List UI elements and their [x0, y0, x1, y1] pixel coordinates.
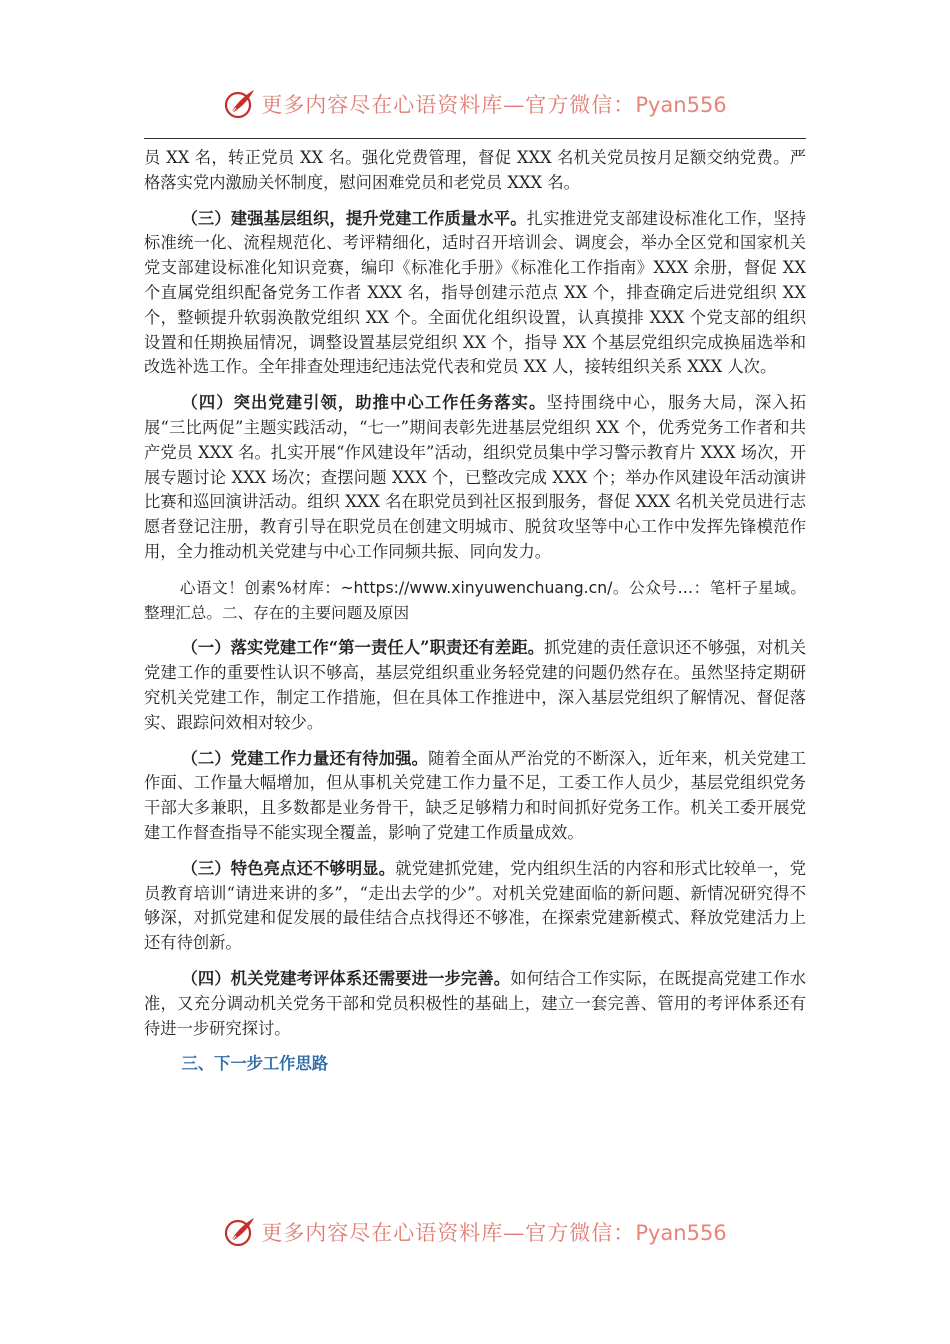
paragraph: （三）建强基层组织，提升党建工作质量水平。扎实推进党支部建设标准化工作，坚持标准统一化、流程规范化、考评精细化，适时召开培训会、调度会，举办全区党和国家机关党支部建设标准化知识竞赛，编印《标准化手册》《标准化工作指南》XXX 余册，督促 XX 个直属党组织配备党务工作者 XXX 名，指导创建示范点 XX 个，排查确定后进党组织 XX 个，整顿提升软弱涣散党组织 XX 个。全面优化组织设置，认真摸排 XXX 个党支部的组织设置和任期换届情况，调整设置基层党组织 XX 个，指导 XX 个基层党组织完成换届选举和改选补选工作。全年排查处理违纪违法党代表和党员 XX 人，接转组织关系 XXX 人次。 [144, 208, 806, 377]
paragraph-heading: （一）落实党建工作“第一责任人”职责还有差距。 [181, 638, 545, 658]
banner-text: 更多内容尽在心语资料库—官方微信：Pyan556 [261, 1221, 727, 1245]
paragraph: （二）党建工作力量还有待加强。随着全面从严治党的不断深入，近年来，机关党建工作面、工作量大幅增加，但从事机关党建工作力量不足，工委工作人员少，基层党组织党务干部大多兼职，且多数都是业务骨干，缺乏足够精力和时间抓好党务工作。机关工委开展党建工作督查指导不能实现全覆盖，影响了党建工作质量成效。 [144, 748, 806, 842]
paragraph: （四）突出党建引领，助推中心工作任务落实。坚持围绕中心，服务大局，深入拓展“三比两促”主题实践活动，“七一”期间表彰先进基层党组织 XX 个，优秀党务工作者和共产党员 XXX 名。扎实开展“作风建设年”活动，组织党员集中学习警示教育片 XXX 场次，开展专题讨论 XXX 场次；查摆问题 XXX 个，已整改完成 XXX 个；举办作风建设年活动演讲比赛和巡回演讲活动。组织 XXX 名在职党员到社区报到服务，督促 XXX 名机关党员进行志愿者登记注册，教育引导在职党员在创建文明城市、脱贫攻坚等中心工作中发挥先锋模范作用，全力推动机关党建与中心工作同频共振、同向发力。 [144, 393, 806, 561]
paragraph-heading: （三）建强基层组织，提升党建工作质量水平。 [181, 208, 527, 228]
header-divider [144, 138, 806, 139]
paragraph: （四）机关党建考评体系还需要进一步完善。如何结合工作实际，在既提高党建工作水准，又充分调动机关党务干部和党员积极性的基础上，建立一套完善、管用的考评体系还有待进一步研究探讨。 [144, 968, 806, 1038]
paragraph-heading: （三）特色亮点还不够明显。 [181, 858, 396, 878]
banner-brand: Pyan556 [635, 1221, 727, 1245]
bottom-watermark-banner [0, 1212, 950, 1252]
banner-brand: Pyan556 [635, 93, 727, 117]
paragraph: （三）特色亮点还不够明显。就党建抓党建，党内组织生活的内容和形式比较单一，党员教育培训“请进来讲的多”，“走出去学的少”。对机关党建面临的新问题、新情况研究得不够深，对抓党建和促发展的最佳结合点找得还不够准，在探索党建新模式、释放党建活力上还有待创新。 [144, 858, 806, 953]
quill-pen-logo-icon [223, 87, 257, 121]
paragraph: （一）落实党建工作“第一责任人”职责还有差距。抓党建的责任意识还不够强，对机关党建工作的重要性认识不够高，基层党组织重业务轻党建的问题仍然存在。虽然坚持定期研究机关党建工作，制定工作措施，但在具体工作推进中，深入基层党组织了解情况、督促落实、跟踪问效相对较少。 [144, 638, 806, 732]
top-watermark-banner [0, 84, 950, 124]
document-body [144, 146, 806, 1088]
banner-text: 更多内容尽在心语资料库—官方微信：Pyan556 [261, 93, 727, 117]
paragraph: 员 XX 名，转正党员 XX 名。强化党费管理，督促 XXX 名机关党员按月足额交纳党费。严格落实党内激励关怀制度，慰问困难党员和老党员 XXX 名。 [144, 148, 806, 192]
paragraph-heading: （二）党建工作力量还有待加强。 [181, 748, 429, 768]
quill-pen-logo-icon [223, 1215, 257, 1249]
notice-paragraph: 心语文！创素%材库：~https://www.xinyuwenchuang.cn/。公众号…：笔杆子星域。整理汇总。二、存在的主要问题及原因 [144, 578, 806, 622]
section-heading: 三、下一步工作思路 [181, 1054, 329, 1074]
paragraph-heading: （四）突出党建引领，助推中心工作任务落实。 [181, 393, 547, 413]
paragraph-heading: （四）机关党建考评体系还需要进一步完善。 [181, 968, 511, 988]
